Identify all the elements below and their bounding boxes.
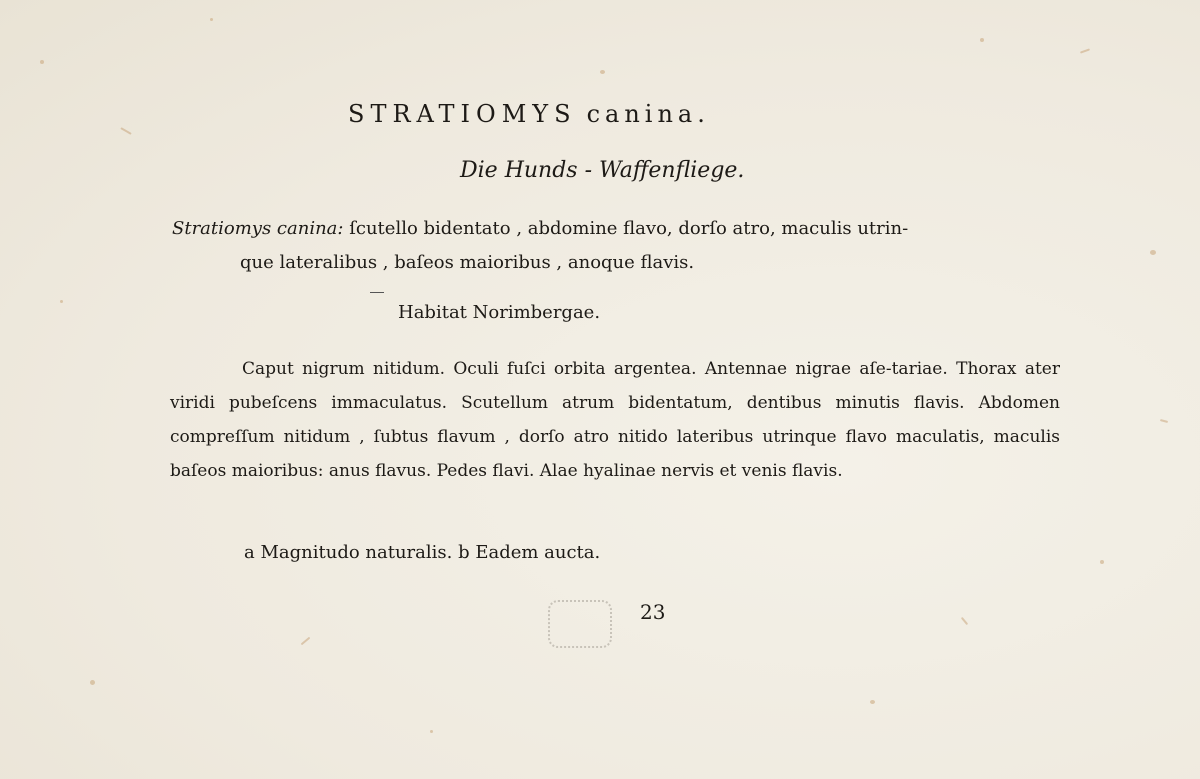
- paper-speck: [60, 300, 63, 303]
- library-stamp-mark: [548, 600, 612, 648]
- common-name: Die Hunds - Waffenfliege.: [460, 158, 745, 183]
- species-epithet: canina.: [586, 100, 710, 128]
- habitat-line: Habitat Norimbergae.: [398, 302, 601, 323]
- paper-speck: [210, 18, 213, 21]
- paper-fiber: [1080, 48, 1090, 53]
- paper-speck: [1150, 250, 1156, 255]
- paper-speck: [870, 700, 875, 704]
- genus-name: STRATIOMYS: [348, 100, 577, 128]
- paper-speck: [90, 680, 95, 685]
- diagnosis-name: Stratiomys canina:: [172, 218, 344, 239]
- description-text: Caput nigrum nitidum. Oculi fuſci orbita argentea. Antennae nigrae aſe-tariae. Thorax ater viridi pubeſcens immaculatus. Scutellum atrum bidentatum, dentibus minutis flavis. Abdomen compreſſum nitidum , ſubtus flavum , dorſo atro nitido lateribus utrinque flavo maculatis, maculis baſeos maioribus: anus flavus. Pedes flavi. Alae hyalinae nervis et venis flavis.: [170, 359, 1060, 481]
- paper-speck: [430, 730, 433, 733]
- page-number: 23: [640, 600, 666, 624]
- paper-speck: [980, 38, 984, 42]
- paper-speck: [600, 70, 605, 74]
- paper-fiber: [961, 617, 968, 625]
- diagnosis-paragraph: [172, 212, 1062, 280]
- diagnosis-text: ſcutello bidentato , abdomine flavo, dorſo atro, maculis utrin-: [349, 218, 909, 239]
- section-dash: [370, 292, 384, 293]
- species-heading: [348, 100, 868, 128]
- paper-speck: [1100, 560, 1104, 564]
- diagnosis-continuation: que lateralibus , baſeos maioribus , anoque flavis.: [240, 252, 695, 273]
- figure-caption: a Magnitudo naturalis. b Eadem aucta.: [244, 542, 601, 563]
- paper-fiber: [301, 637, 311, 646]
- paper-fiber: [1160, 419, 1168, 423]
- paper-fiber: [120, 127, 131, 135]
- paper-speck: [40, 60, 44, 64]
- description-paragraph: [170, 352, 1060, 488]
